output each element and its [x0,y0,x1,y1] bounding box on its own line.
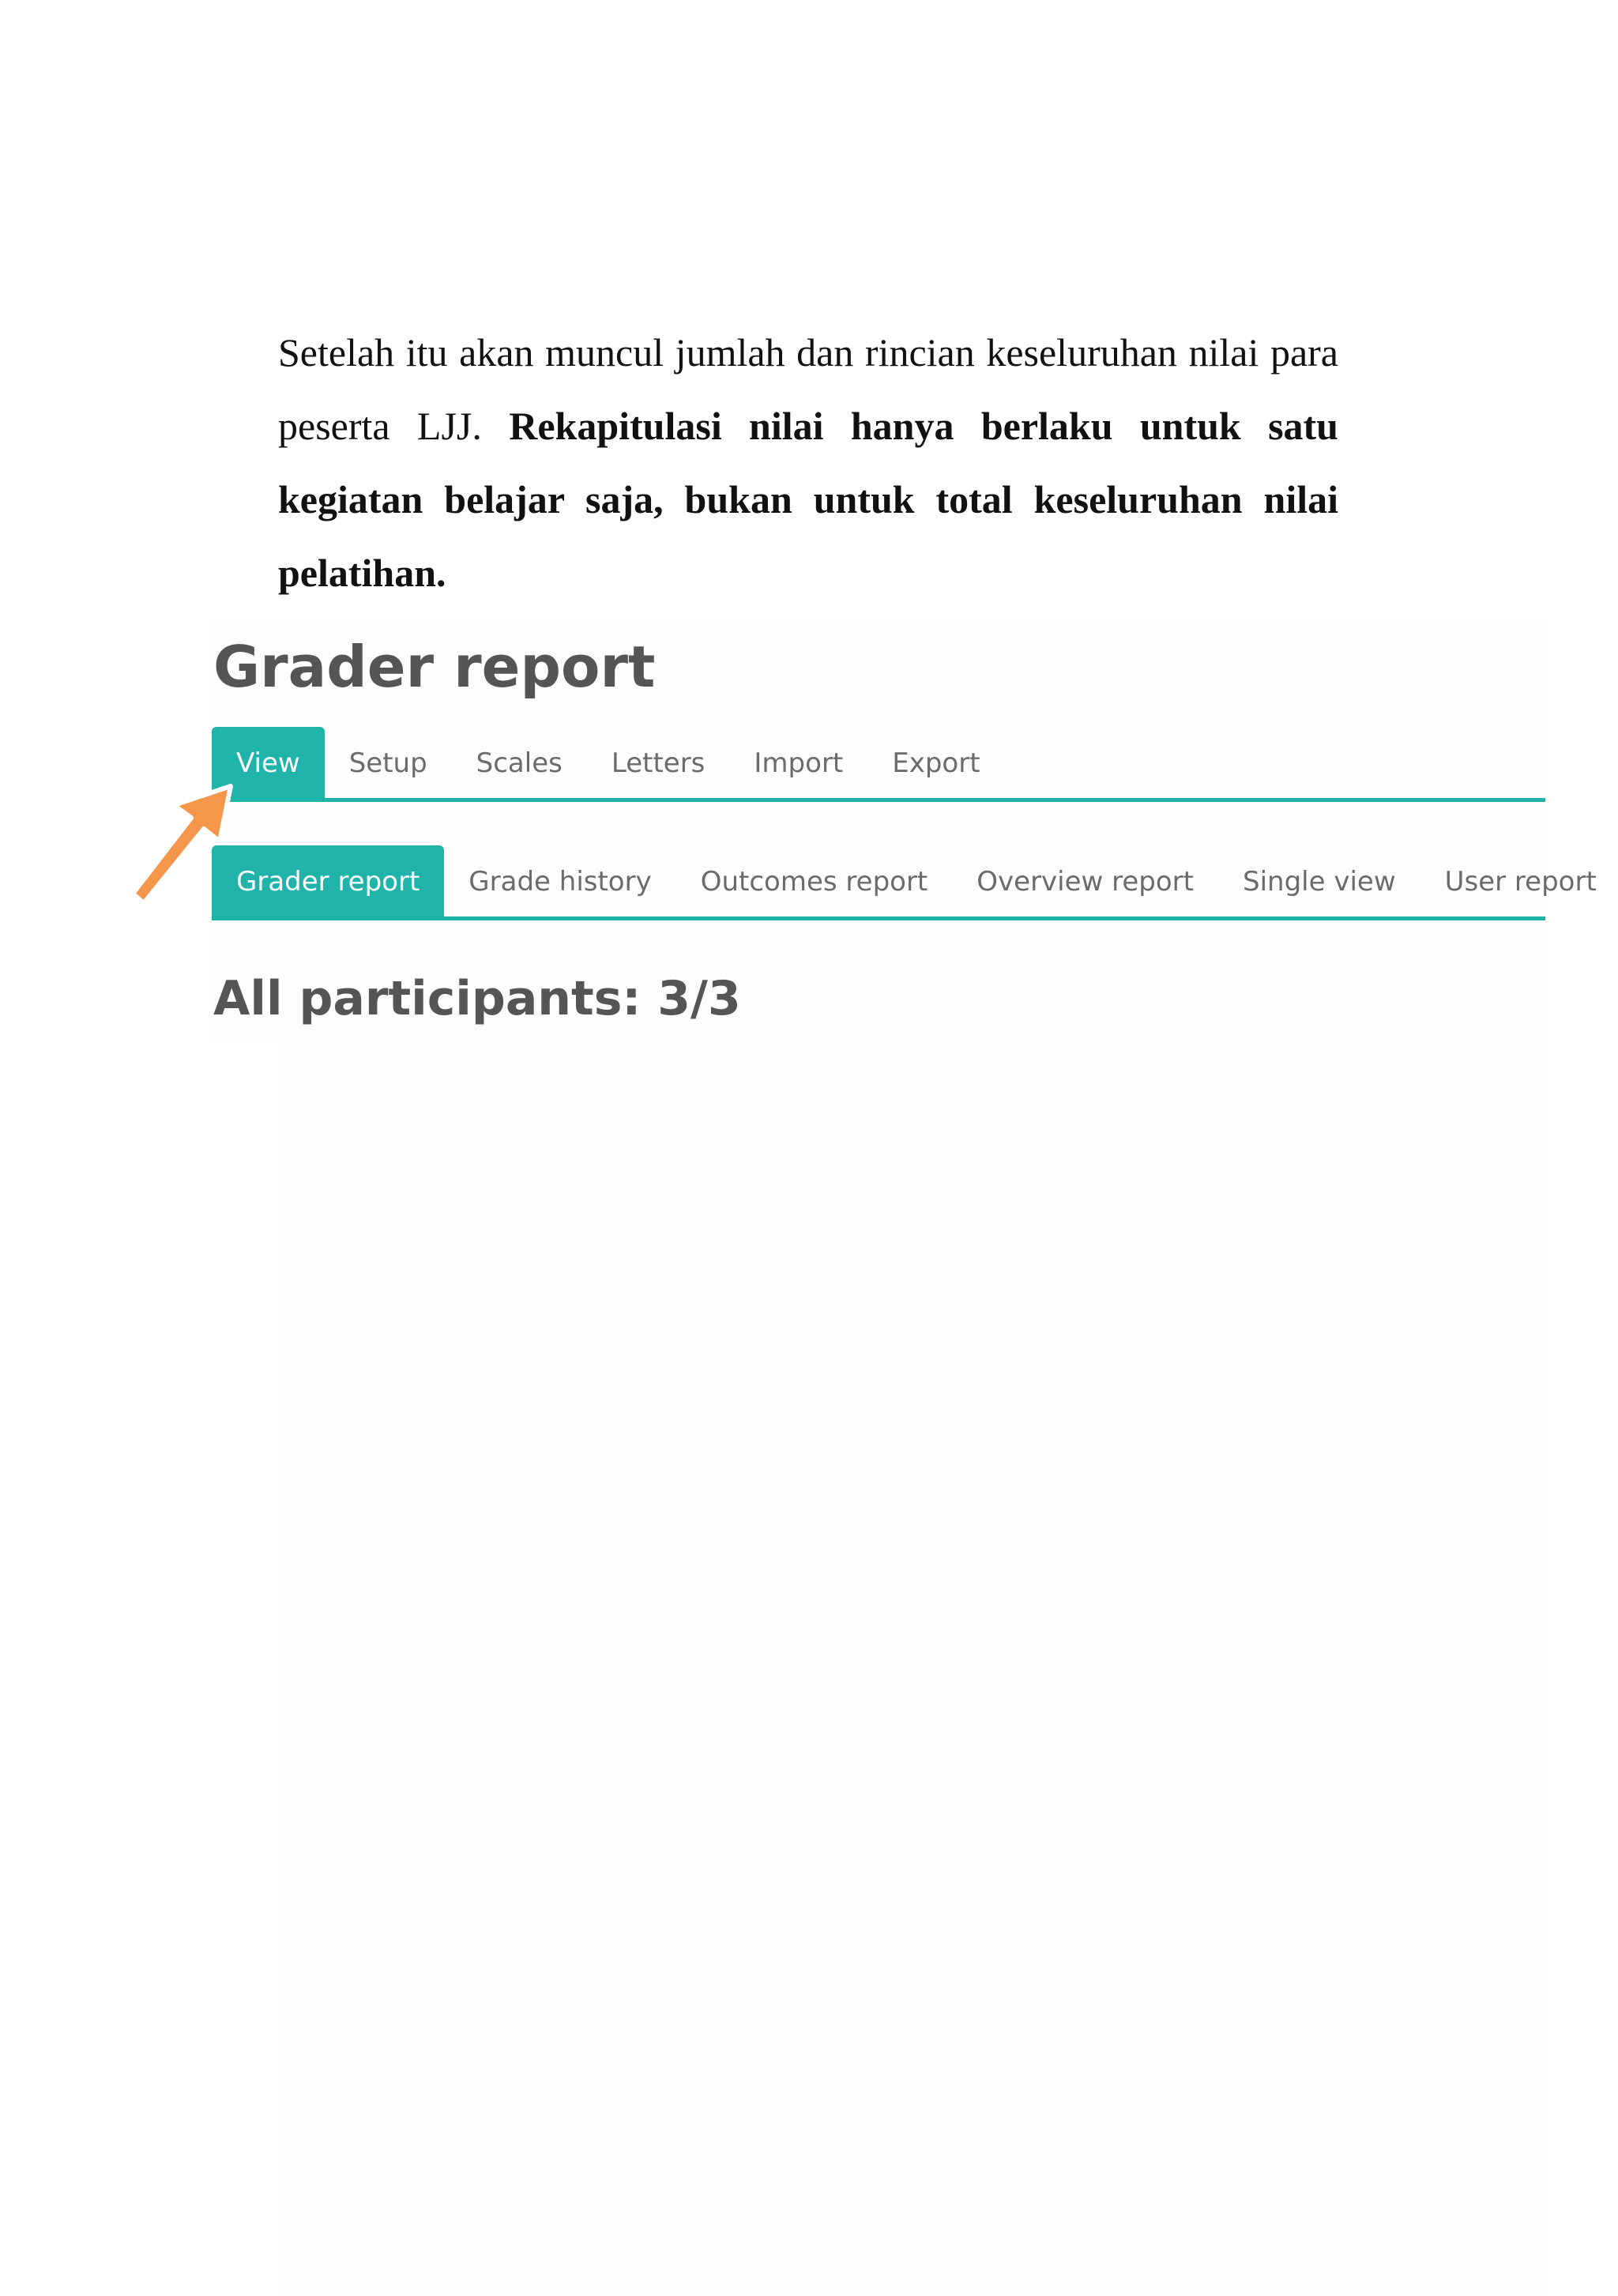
tab-outcomes-report[interactable]: Outcomes report [700,866,928,898]
participants-heading: All participants: 3/3 [213,971,741,1026]
tab-letters[interactable]: Letters [611,747,706,779]
secondary-tabs [212,845,1618,918]
page-title: Grader report [213,634,656,700]
primary-tabs-underline [212,798,1545,802]
tab-grade-history[interactable]: Grade history [468,866,652,898]
tab-grader-report[interactable]: Grader report [212,845,444,918]
tab-view[interactable]: View [212,727,325,800]
tab-single-view[interactable]: Single view [1243,866,1396,898]
secondary-tabs-underline [212,917,1545,920]
tab-overview-report[interactable]: Overview report [976,866,1194,898]
paragraph-bold-text: Rekapitulasi nilai hanya berlaku untuk satu kegiatan belajar saja, bukan untuk total keseluruhan nilai pelatihan. [278,404,1338,595]
body-paragraph [278,316,1338,610]
arrow-pointer-icon [126,778,245,920]
tab-export[interactable]: Export [892,747,980,779]
paragraph-normal-text: Setelah itu akan muncul jumlah dan rincian keseluruhan nilai para peserta LJJ. [278,330,1338,448]
tab-import[interactable]: Import [754,747,844,779]
tab-scales[interactable]: Scales [476,747,563,779]
screenshot-margin [212,1043,280,2296]
tab-setup[interactable]: Setup [348,747,427,779]
tab-user-report[interactable]: User report [1444,866,1597,898]
primary-tabs [212,727,1005,800]
